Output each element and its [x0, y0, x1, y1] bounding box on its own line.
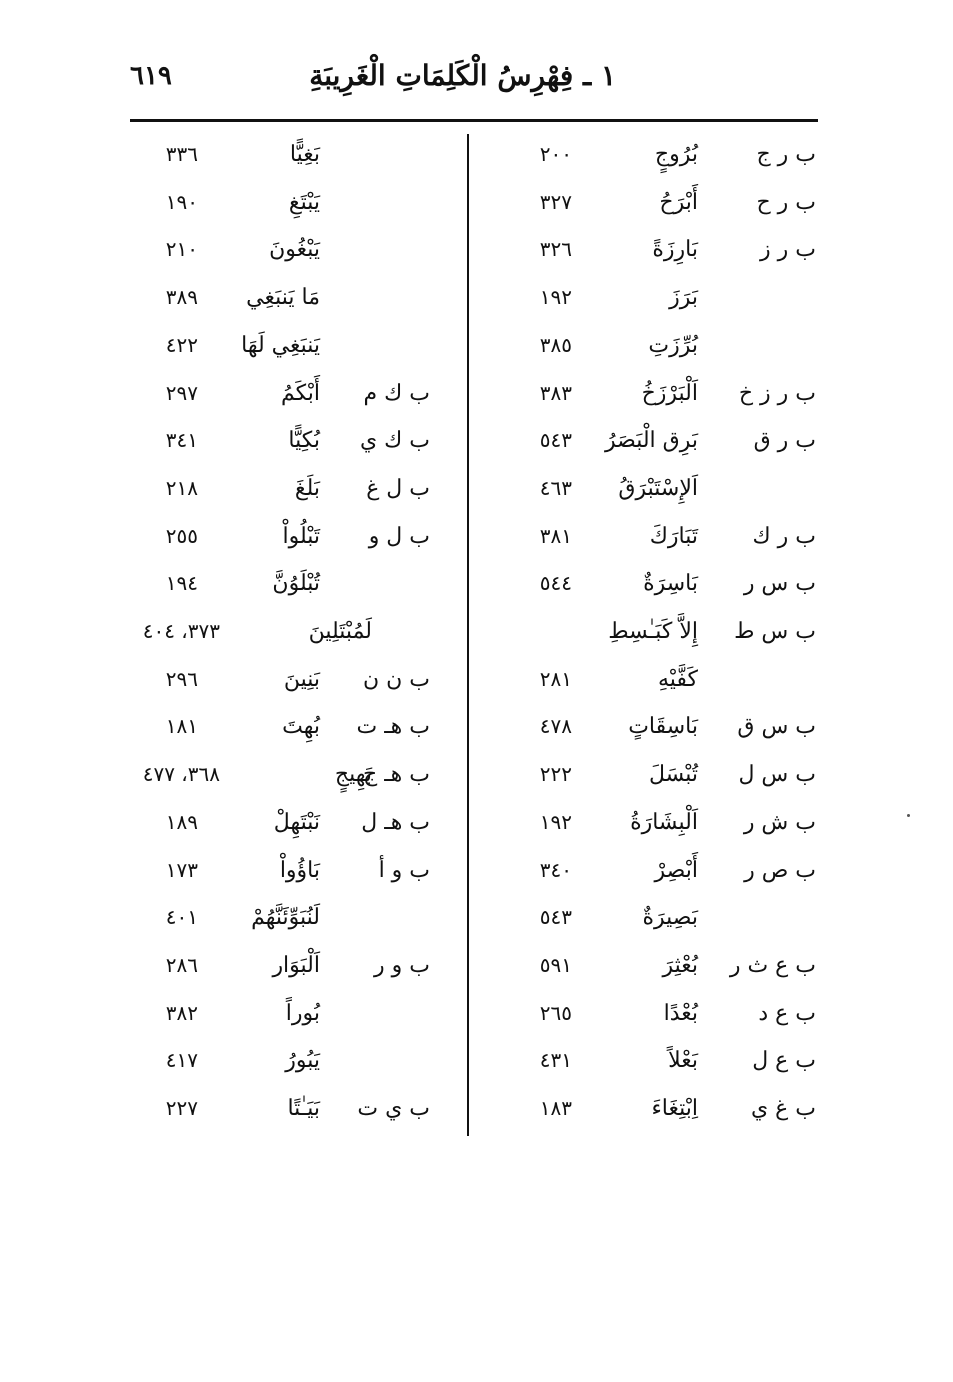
index-entry — [130, 516, 460, 564]
page-reference: ٣٨٢ — [165, 1000, 198, 1025]
page-reference: ٣٣٦ — [165, 142, 198, 166]
index-entry — [130, 706, 460, 754]
index-word: بَارِزَةً — [652, 237, 698, 263]
index-entry — [480, 754, 820, 802]
index-word: إِلاَّ كَبَـٰسِطِ — [608, 619, 698, 644]
page-number: ٦١٩ — [130, 61, 172, 91]
page-reference: ٣٤١ — [165, 428, 198, 453]
index-word: أَبْصِرْ — [654, 857, 698, 883]
root-letters: ب ل و — [368, 523, 430, 549]
index-entry — [130, 754, 460, 802]
index-entry — [130, 373, 460, 421]
index-entry — [480, 945, 820, 993]
index-word: بَاسِقَاتٍ — [628, 714, 698, 740]
index-entry — [130, 850, 460, 898]
index-entry — [480, 993, 820, 1041]
root-letters: ب ع ث ر — [729, 952, 816, 978]
index-entry — [130, 993, 460, 1041]
index-word: بُوراً — [285, 1000, 320, 1026]
page-reference: ١٨١ — [165, 714, 198, 739]
root-letters: ب ص ر — [744, 857, 816, 883]
index-entry — [480, 1040, 820, 1088]
page-reference: ٢١٨ — [165, 475, 198, 500]
page-reference: ٣٨٩ — [165, 285, 198, 310]
root-letters: ب ر ج — [756, 142, 816, 167]
index-entry — [480, 229, 820, 277]
index-entry — [130, 563, 460, 611]
page-reference: ٣٨١ — [539, 523, 572, 548]
index-word: تَبْلُواْ — [282, 523, 320, 549]
index-word: بُرُوجٍ — [654, 142, 698, 167]
index-entry — [130, 134, 460, 182]
page-reference: ٢٩٦ — [165, 666, 198, 691]
page-reference: ٤٣١ — [539, 1048, 572, 1073]
page-reference: ٤٠١ — [165, 905, 198, 930]
index-word: بَيَـٰتًا — [287, 1096, 320, 1121]
index-entry — [130, 277, 460, 325]
page-reference: ٥٩١ — [539, 952, 572, 977]
index-word: اَلإِسْتَبْرَقُ — [618, 475, 698, 501]
index-word: بَرِق الْبَصَرُ — [605, 428, 698, 454]
page-reference: ١٧٣ — [165, 857, 198, 882]
page-reference: ٥٤٣ — [539, 905, 572, 930]
page-reference: ٤٢٢ — [165, 332, 198, 357]
page-reference: ٢٢٧ — [165, 1096, 198, 1120]
index-word: بَلَغَ — [294, 475, 320, 501]
index-entry — [480, 182, 820, 230]
root-letters: ب ر ز — [760, 237, 816, 263]
index-word: بَغِيًّا — [289, 142, 320, 167]
root-letters: ب ل غ — [366, 475, 430, 501]
index-entry — [480, 420, 820, 468]
page-reference: ٢٥٥ — [165, 523, 198, 548]
index-word: تَبَارَكَ — [649, 523, 698, 549]
root-letters: ب ر ق — [753, 428, 816, 454]
page-reference: ٤١٧ — [165, 1048, 198, 1073]
index-entry — [480, 850, 820, 898]
root-letters: ب س ر — [743, 571, 816, 597]
root-letters: ب هـ ج — [363, 762, 430, 788]
index-word: يَنبَغِي لَهَا — [241, 332, 320, 358]
index-word: بَاسِرَةٌ — [643, 571, 698, 597]
index-word: بُعْثِرَ — [662, 952, 698, 978]
root-letters: ب ن ن — [362, 666, 430, 692]
index-word: نَبْتَهِلْ — [273, 809, 320, 835]
index-entry — [130, 802, 460, 850]
index-entry — [130, 897, 460, 945]
page-reference: ١٩٢ — [539, 285, 572, 310]
index-word: بَعْلاً — [668, 1048, 698, 1074]
page-reference: ٥٤٤ — [539, 571, 572, 596]
index-entry — [480, 563, 820, 611]
page-reference: ٣٢٦ — [539, 237, 572, 262]
index-entry — [480, 1088, 820, 1136]
index-entry — [480, 897, 820, 945]
index-word: اَلْبَوَار — [272, 952, 320, 978]
index-entry — [130, 229, 460, 277]
root-letters: ب هـ ت — [356, 714, 430, 740]
page-title: ١ ـ فِهْرِسُ الْكَلِمَاتِ الْغَرِيبَةِ — [309, 59, 616, 92]
index-entry — [130, 659, 460, 707]
page-reference: ١٨٣ — [539, 1096, 572, 1120]
index-entry — [130, 1088, 460, 1136]
page-reference: ٢١٠ — [165, 237, 198, 262]
page-reference: ٣٤٠ — [539, 857, 572, 882]
index-word: بَصِيرَةٌ — [642, 905, 698, 931]
index-word: يَبْغُونَ — [269, 237, 320, 263]
index-word: بُهِتَ — [282, 714, 320, 740]
index-entry — [480, 659, 820, 707]
index-entry — [130, 945, 460, 993]
page-reference: ١٩٠ — [165, 189, 198, 214]
page-reference: ٥٤٣ — [539, 428, 572, 453]
index-word: بَرَزَ — [669, 285, 698, 311]
index-entry — [480, 802, 820, 850]
page-reference: ٢٢٢ — [539, 762, 572, 787]
root-letters: ب ي ت — [357, 1096, 430, 1121]
root-letters: ب غ ي — [750, 1096, 816, 1121]
index-word: لَمُبْتَلِينَ — [308, 619, 372, 644]
root-letters: ب و ر — [374, 952, 430, 978]
page-reference: ٣٧٣، ٤٠٤ — [142, 619, 220, 643]
root-letters: ب ك م — [363, 380, 430, 406]
root-letters: ب ش ر — [743, 809, 816, 835]
index-entry — [130, 1040, 460, 1088]
root-letters: ب ك ي — [359, 428, 430, 454]
column-divider — [467, 134, 469, 1136]
index-entry — [480, 516, 820, 564]
index-word: اَلْبِشَارَةُ — [630, 809, 698, 835]
index-word: بَنِينَ — [283, 666, 320, 692]
index-word: تُبْلَوُنَّ — [272, 571, 320, 597]
root-letters: ب س ل — [738, 762, 816, 788]
root-letters: ب و أ — [378, 857, 430, 883]
stray-dot — [907, 814, 910, 817]
page-reference: ٣٨٣ — [539, 380, 572, 405]
index-entry — [480, 468, 820, 516]
page-reference: ٢٨١ — [539, 666, 572, 691]
index-entry — [480, 134, 820, 182]
index-column-right — [480, 134, 820, 1136]
root-letters: ب هـ ل — [361, 809, 430, 835]
page-reference: ٢٩٧ — [165, 380, 198, 405]
index-word: بُكِيًّا — [288, 428, 320, 454]
index-entry — [130, 611, 460, 659]
index-entry — [480, 706, 820, 754]
index-word: بَهِيجٍ — [334, 762, 372, 788]
page-header — [130, 55, 818, 105]
index-word: مَا يَنبَغِي — [246, 285, 320, 311]
page-reference: ١٨٩ — [165, 809, 198, 834]
index-column-left — [130, 134, 460, 1136]
page-reference: ١٩٤ — [165, 571, 198, 596]
index-entry — [130, 325, 460, 373]
root-letters: ب ر ز خ — [738, 380, 816, 406]
index-word: أَبْرَحُ — [659, 189, 698, 215]
page-reference: ٣٢٧ — [539, 189, 572, 214]
index-entry — [480, 325, 820, 373]
index-word: لَنُبَوِّئَنَّهُمْ — [251, 905, 320, 931]
index-entry — [480, 611, 820, 659]
page-reference: ٤٧٨ — [539, 714, 572, 739]
page-reference: ٣٦٨، ٤٧٧ — [142, 762, 220, 787]
root-letters: ب س ق — [737, 714, 816, 740]
index-word: كَفَّيْهِ — [657, 666, 698, 692]
index-word: يَبُورُ — [285, 1048, 320, 1074]
root-letters: ب ع د — [758, 1000, 816, 1026]
page-reference: ٢٨٦ — [165, 952, 198, 977]
index-entry — [480, 373, 820, 421]
index-entry — [130, 420, 460, 468]
page-reference: ١٩٢ — [539, 809, 572, 834]
root-letters: ب س ط — [734, 619, 816, 644]
index-word: اَلْبَرْزَخُ — [641, 380, 698, 406]
page-reference: ٢٦٥ — [539, 1000, 572, 1025]
index-word: أَبْكَمُ — [280, 380, 320, 406]
index-word: تُبْسَلَ — [648, 762, 698, 788]
index-entry — [130, 182, 460, 230]
index-word: يَبْتَغِ — [288, 189, 320, 215]
page-reference: ٣٨٥ — [539, 332, 572, 357]
root-letters: ب ع ل — [752, 1048, 816, 1074]
header-rule — [130, 119, 818, 122]
index-word: بَاؤُواْ — [279, 857, 320, 883]
index-word: اِبْتِغَاءَ — [651, 1096, 698, 1121]
index-entry — [130, 468, 460, 516]
page-reference: ٤٦٣ — [539, 475, 572, 500]
index-word: بُعْدًا — [663, 1000, 698, 1026]
index-word: بُرِّزَتِ — [648, 332, 698, 358]
page-reference: ٢٠٠ — [539, 142, 572, 166]
index-entry — [480, 277, 820, 325]
root-letters: ب ر ح — [756, 189, 816, 215]
root-letters: ب ر ك — [752, 523, 816, 549]
